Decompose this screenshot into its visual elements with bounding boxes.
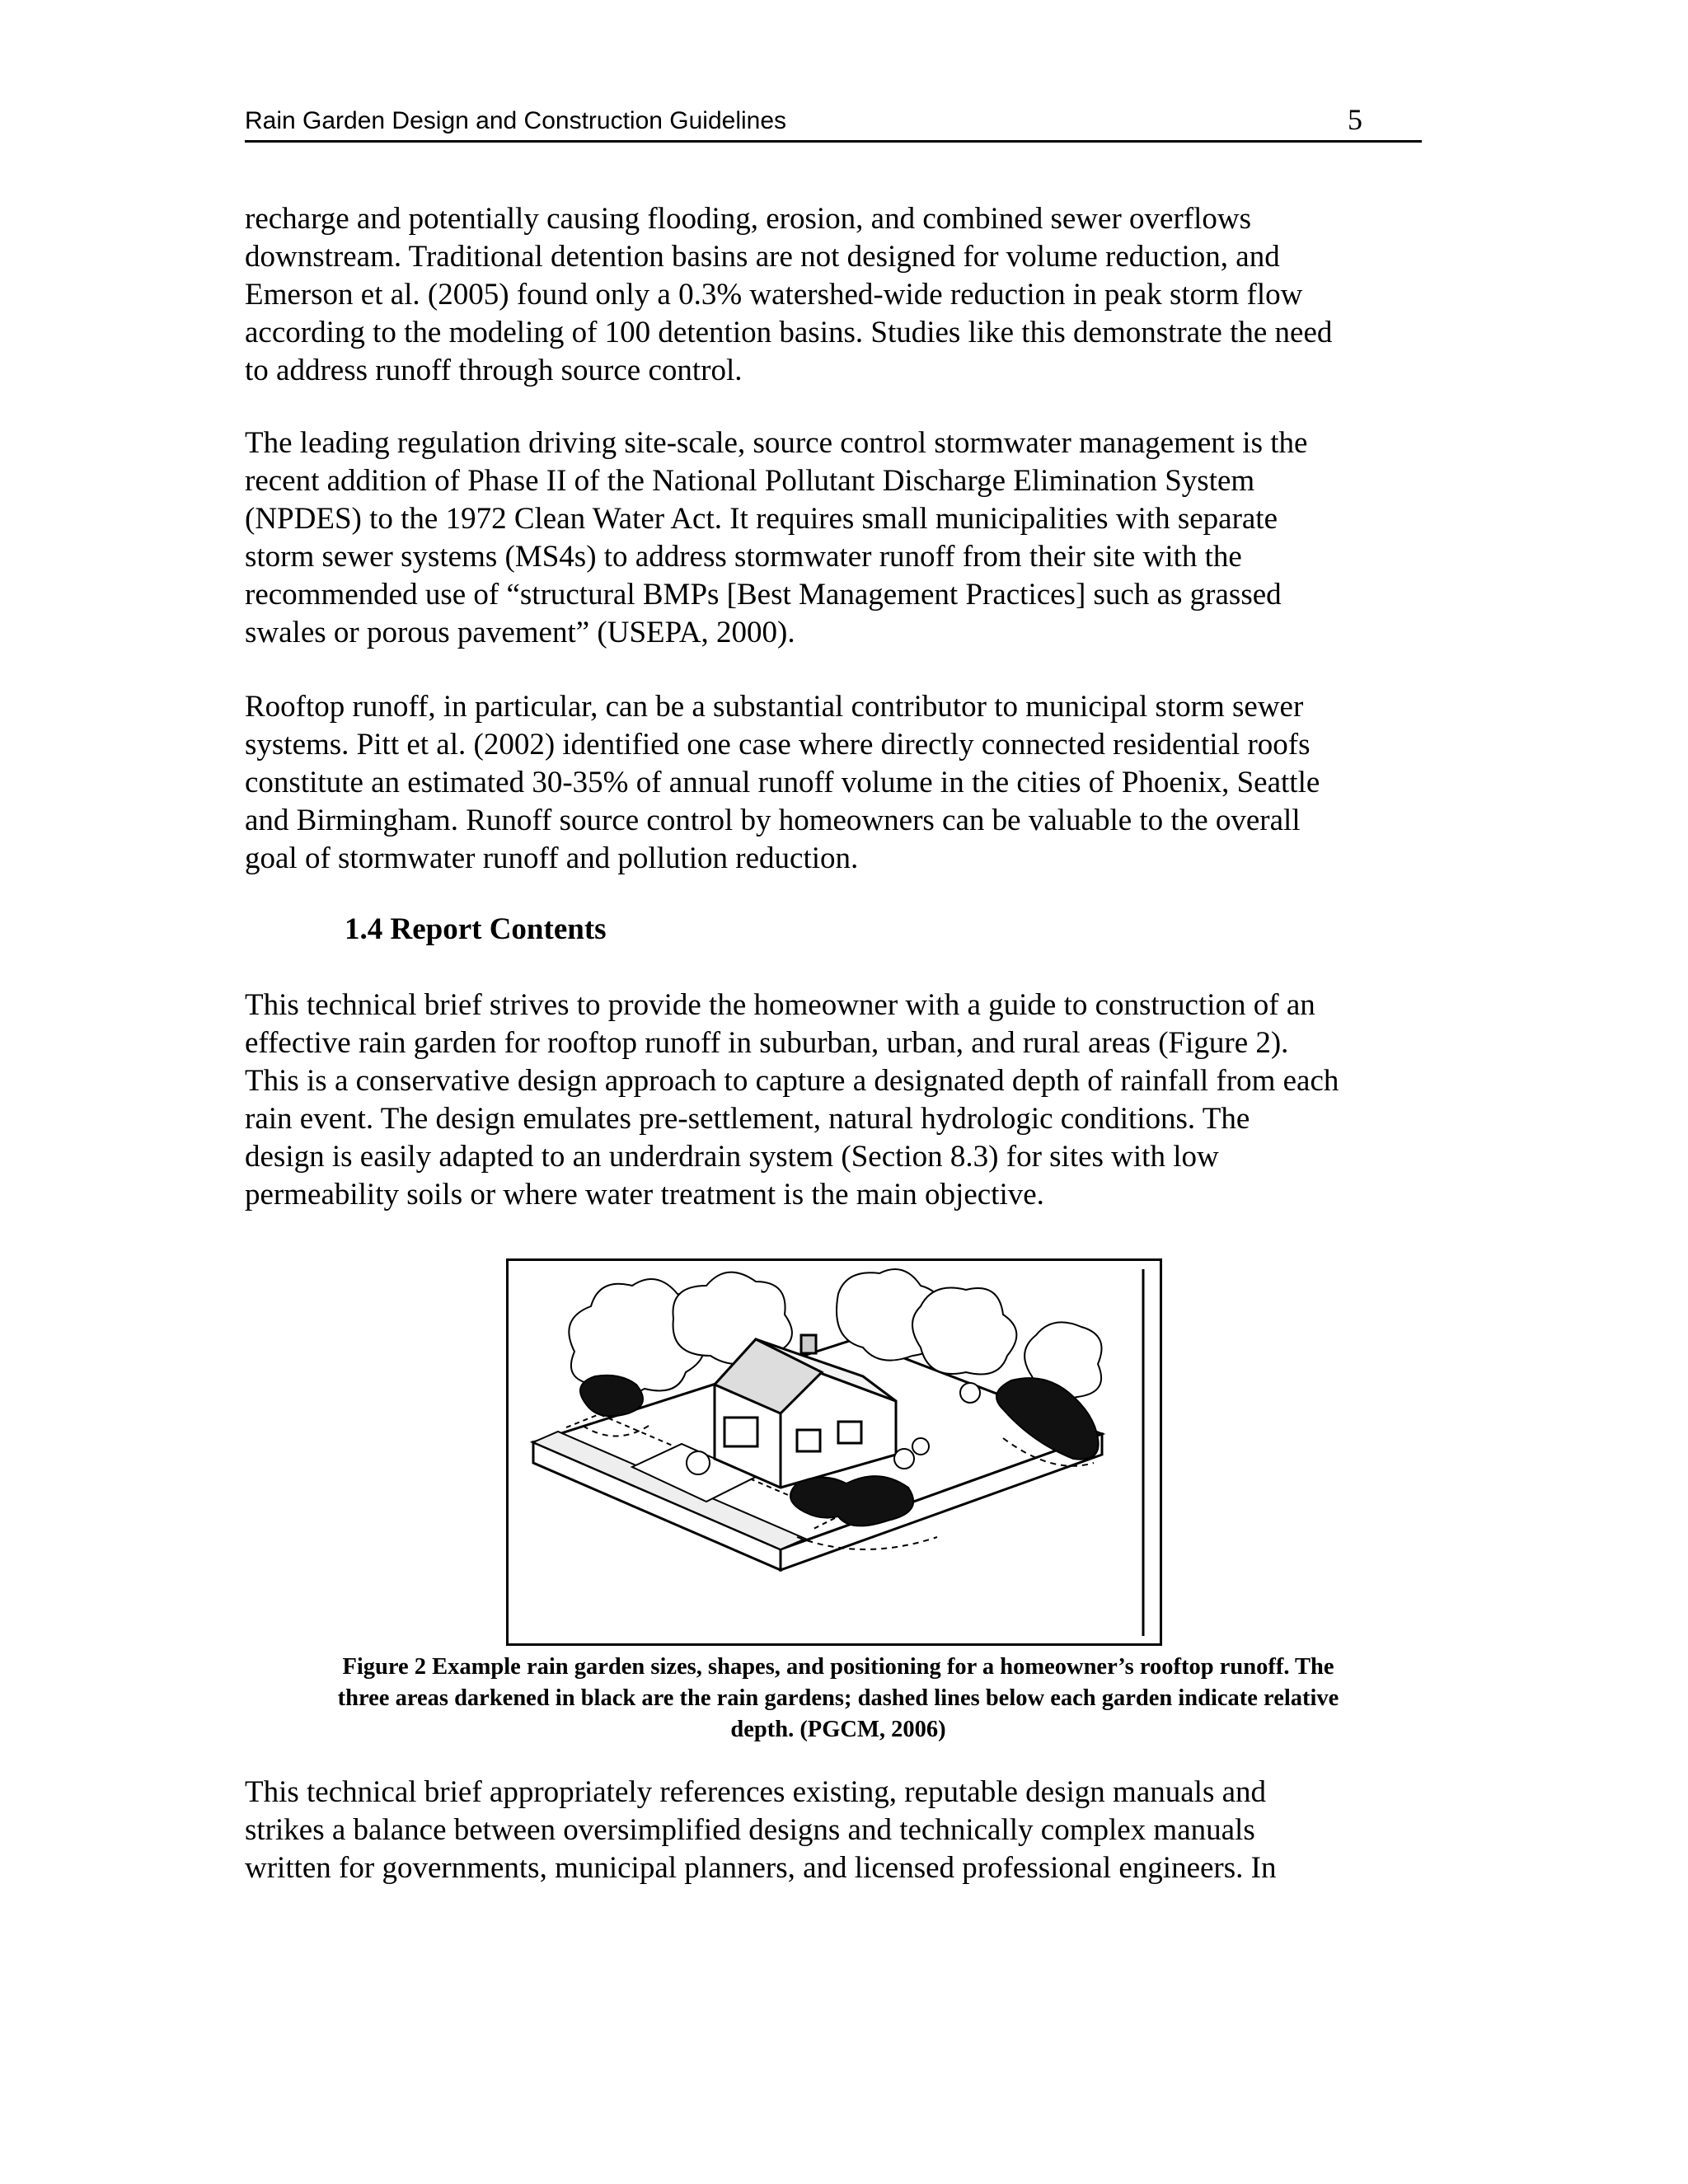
paragraph-4: [245, 987, 1448, 1214]
text-line: (NPDES) to the 1972 Clean Water Act. It requires small municipalities with separate: [245, 502, 1278, 536]
caption-line: three areas darkened in black are the rain gardens; dashed lines below each garden indicate relative: [337, 1685, 1339, 1711]
text-line: design is easily adapted to an underdrain system (Section 8.3) for sites with low: [245, 1140, 1219, 1174]
text-line: systems. Pitt et al. (2002) identified one case where directly connected residential roofs: [245, 728, 1311, 762]
text-line: according to the modeling of 100 detention basins. Studies like this demonstrate the need: [245, 316, 1333, 349]
text-line: The leading regulation driving site-scale, source control stormwater management is the: [245, 426, 1308, 460]
paragraph-1: [245, 200, 1448, 390]
text-line: This technical brief appropriately references existing, reputable design manuals and: [245, 1775, 1267, 1809]
section-heading: 1.4 Report Contents: [345, 912, 607, 946]
running-header: [245, 99, 1422, 143]
text-line: This technical brief strives to provide the homeowner with a guide to construction of an: [245, 988, 1315, 1022]
text-line: written for governments, municipal planners, and licensed professional engineers. In: [245, 1851, 1277, 1885]
text-line: This is a conservative design approach to capture a designated depth of rainfall from each: [245, 1064, 1339, 1098]
paragraph-5: [245, 1774, 1448, 1887]
text-line: constitute an estimated 30-35% of annual runoff volume in the cities of Phoenix, Seattle: [245, 766, 1320, 799]
text-line: and Birmingham. Runoff source control by homeowners can be valuable to the overall: [245, 804, 1301, 837]
paragraph-2: [245, 424, 1448, 652]
text-line: downstream. Traditional detention basins are not designed for volume reduction, and: [245, 240, 1280, 274]
text-line: storm sewer systems (MS4s) to address stormwater runoff from their site with the: [245, 540, 1242, 574]
figure-illustration: [506, 1258, 1162, 1646]
text-line: swales or porous pavement” (USEPA, 2000).: [245, 616, 795, 649]
text-line: Emerson et al. (2005) found only a 0.3% watershed-wide reduction in peak storm flow: [245, 278, 1303, 312]
text-line: recharge and potentially causing flooding, erosion, and combined sewer overflows: [245, 202, 1251, 236]
header-title: Rain Garden Design and Construction Guidelines: [245, 107, 787, 134]
text-line: recent addition of Phase II of the National Pollutant Discharge Elimination System: [245, 464, 1255, 498]
text-line: rain event. The design emulates pre-settlement, natural hydrologic conditions. The: [245, 1102, 1250, 1136]
caption-line: Figure 2 Example rain garden sizes, shapes, and positioning for a homeowner’s rooftop runoff. The: [342, 1654, 1334, 1680]
caption-line: depth. (PGCM, 2006): [730, 1717, 946, 1742]
text-line: to address runoff through source control.: [245, 354, 743, 387]
text-line: permeability soils or where water treatment is the main objective.: [245, 1178, 1044, 1212]
text-line: strikes a balance between oversimplified designs and technically complex manuals: [245, 1813, 1255, 1847]
text-line: goal of stormwater runoff and pollution reduction.: [245, 841, 859, 875]
text-line: effective rain garden for rooftop runoff in suburban, urban, and rural areas (Figure 2).: [245, 1026, 1289, 1060]
text-line: Rooftop runoff, in particular, can be a substantial contributor to municipal storm sewer: [245, 690, 1304, 724]
paragraph-3: [245, 688, 1448, 878]
text-line: recommended use of “structural BMPs [Best Management Practices] such as grassed: [245, 578, 1282, 612]
page-number: 5: [1348, 103, 1362, 136]
rain-garden-illustration: [509, 1261, 1160, 1643]
figure-caption: [245, 1652, 1432, 1746]
